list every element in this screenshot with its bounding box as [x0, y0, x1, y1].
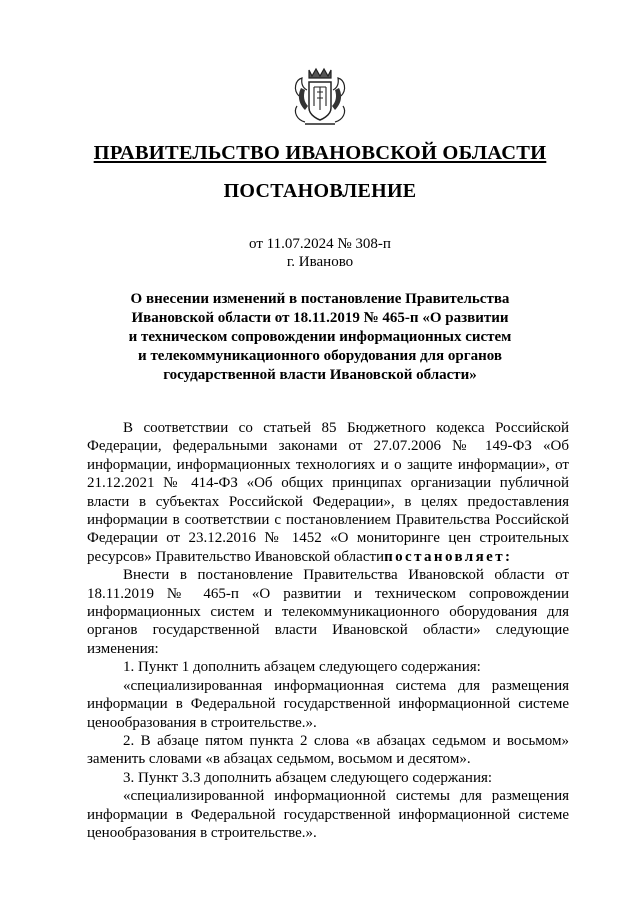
- subject-line: и телекоммуникационного оборудования для органов: [138, 348, 502, 364]
- document-type: ПОСТАНОВЛЕНИЕ: [223, 180, 417, 202]
- subject-line: государственной власти Ивановской области»: [163, 367, 477, 383]
- document-city: г. Иваново: [286, 254, 354, 270]
- preamble-text: В соответствии со статьей 85 Бюджетного кодекса Российской Федерации, федеральными законами от 27.07.2006 № 149-ФЗ «Об информации, информационных технологиях и о защите информации», от 21.12.2021 № 414-ФЗ «Об общих принципах организации публичной власти в субъектах Российской Федерации», в целях предоставления информации в соответствии с постановлением Правительства Российской Федерации от 23.12.2016 № 1452 «О мониторинге цен строительных ресурсов» Правительство Ивановской области: [87, 420, 569, 565]
- document-date-number: от 11.07.2024 № 308-п: [249, 236, 391, 252]
- coat-of-arms-icon: [289, 66, 351, 128]
- body-paragraph: «специализированная информационная система для размещения информации в Федеральной государственной информационной системе ценообразования в строительстве.».: [87, 677, 569, 731]
- body-paragraph: 3. Пункт 3.3 дополнить абзацем следующего содержания:: [123, 769, 493, 786]
- body-paragraph: 1. Пункт 1 дополнить абзацем следующего содержания:: [123, 659, 481, 676]
- document-body: [87, 419, 569, 842]
- subject-line: Ивановской области от 18.11.2019 № 465-п «О развитии: [131, 310, 509, 326]
- subject-line: и техническом сопровождении информационных систем: [128, 329, 512, 345]
- organization-title: ПРАВИТЕЛЬСТВО ИВАНОВСКОЙ ОБЛАСТИ: [93, 142, 547, 164]
- resolves-word: постановляет:: [384, 548, 513, 565]
- body-paragraph: Внести в постановление Правительства Ивановской области от 18.11.2019 № 465-п «О развитии и техническом сопровождении информационных систем и телекоммуникационного оборудования для органов государственной власти Ивановской области» следующие изменения:: [87, 567, 569, 657]
- subject-line: О внесении изменений в постановление Правительства: [130, 291, 510, 307]
- body-paragraph: «специализированной информационной системы для размещения информации в Федеральной государственной информационной системе ценообразования в строительстве.».: [87, 788, 569, 841]
- document-subject: [96, 290, 544, 385]
- preamble-paragraph: [87, 419, 569, 566]
- body-paragraph: 2. В абзаце пятом пункта 2 слова «в абзацах седьмом и восьмом» заменить словами «в абзацах седьмом, восьмом и десятом».: [87, 732, 569, 768]
